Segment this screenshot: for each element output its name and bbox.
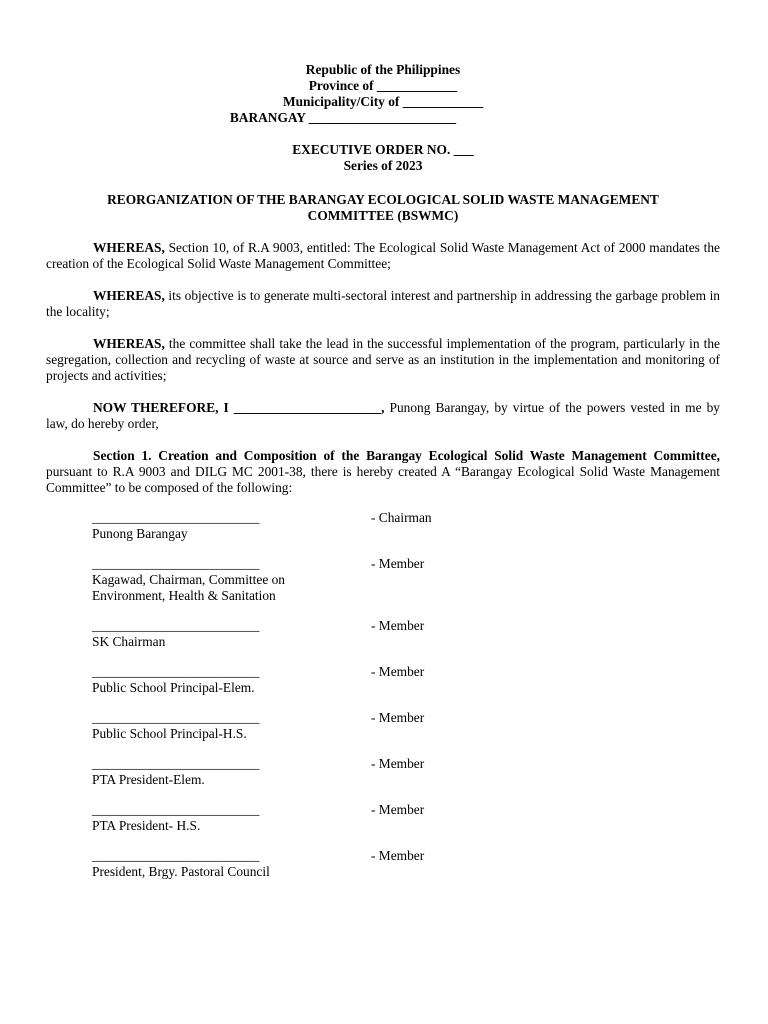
signature-line: _________________________ [92,756,260,771]
signature-line: _________________________ [92,848,260,863]
committee-member [46,556,720,604]
whereas-lead: WHEREAS, [93,336,165,351]
now-therefore-text: Punong Barangay, by virtue of the powers vested in me by law, do hereby order, [46,400,720,431]
member-position: President, Brgy. Pastoral Council [92,864,270,879]
member-position: Punong Barangay [92,526,188,541]
signature-row [46,802,720,818]
signature-line: _________________________ [92,618,260,633]
committee-member [46,510,720,542]
now-therefore-lead: NOW THEREFORE, I ______________________, [93,400,385,415]
committee-member [46,848,720,880]
header-republic: Republic of the Philippines [305,62,461,77]
member-role: - Member [371,664,425,679]
signature-row [46,664,720,680]
whereas-text: its objective is to generate multi-sectoral interest and partnership in addressing the garbage problem in the locality; [46,288,720,319]
order-series: Series of 2023 [343,158,423,173]
member-role: - Member [371,756,425,771]
signature-row [46,510,720,526]
signature-row [46,848,720,864]
member-role: - Member [371,710,425,725]
header-municipality: Municipality/City of ____________ [282,94,484,109]
signature-row [46,618,720,634]
committee-member [46,618,720,650]
member-role: - Chairman [371,510,432,525]
whereas-paragraph-2 [46,288,720,320]
committee-member [46,756,720,788]
title-line-2: COMMITTEE (BSWMC) [307,208,459,223]
whereas-paragraph-1 [46,240,720,272]
committee-member [46,664,720,696]
member-role: - Member [371,848,425,863]
member-role: - Member [371,556,425,571]
committee-member [46,710,720,742]
header-barangay: BARANGAY ______________________ [229,110,457,125]
member-position: Public School Principal-H.S. [92,726,247,741]
order-number: EXECUTIVE ORDER NO. ___ [292,142,474,157]
section-1-paragraph [46,448,720,496]
whereas-lead: WHEREAS, [93,240,165,255]
section-1-heading: Section 1. Creation and Composition of the Barangay Ecological Solid Waste Management Committee, [93,448,720,463]
title-line-1: REORGANIZATION OF THE BARANGAY ECOLOGICAL SOLID WASTE MANAGEMENT [107,192,659,207]
member-position: Kagawad, Chairman, Committee on [92,572,286,587]
member-position: SK Chairman [92,634,166,649]
whereas-lead: WHEREAS, [93,288,165,303]
signature-line: _________________________ [92,664,260,679]
now-therefore-paragraph [46,400,720,432]
signature-row [46,710,720,726]
document-body [46,62,720,880]
document-title [46,192,720,224]
letterhead [46,62,720,126]
member-role: - Member [371,618,425,633]
signature-row [46,756,720,772]
committee-member-list [46,510,720,880]
signature-row [46,556,720,572]
whereas-text: the committee shall take the lead in the successful implementation of the program, particularly in the segregation, collection and recycling of waste at source and serve as an institution in the implementation and monitoring of projects and activities; [46,336,720,383]
member-role: - Member [371,802,425,817]
member-position: Environment, Health & Sanitation [92,588,276,603]
signature-line: _________________________ [92,510,260,525]
whereas-text: Section 10, of R.A 9003, entitled: The Ecological Solid Waste Management Act of 2000 mandates the creation of the Ecological Solid Waste Management Committee; [46,240,720,271]
section-1-text: pursuant to R.A 9003 and DILG MC 2001-38, there is hereby created A “Barangay Ecological Solid Waste Management Committee” to be composed of the following: [46,464,720,495]
member-position: PTA President-Elem. [92,772,205,787]
order-heading [46,142,720,174]
signature-line: _________________________ [92,802,260,817]
signature-line: _________________________ [92,556,260,571]
whereas-paragraph-3 [46,336,720,384]
header-province: Province of ____________ [308,78,458,93]
signature-line: _________________________ [92,710,260,725]
committee-member [46,802,720,834]
member-position: Public School Principal-Elem. [92,680,255,695]
member-position: PTA President- H.S. [92,818,201,833]
